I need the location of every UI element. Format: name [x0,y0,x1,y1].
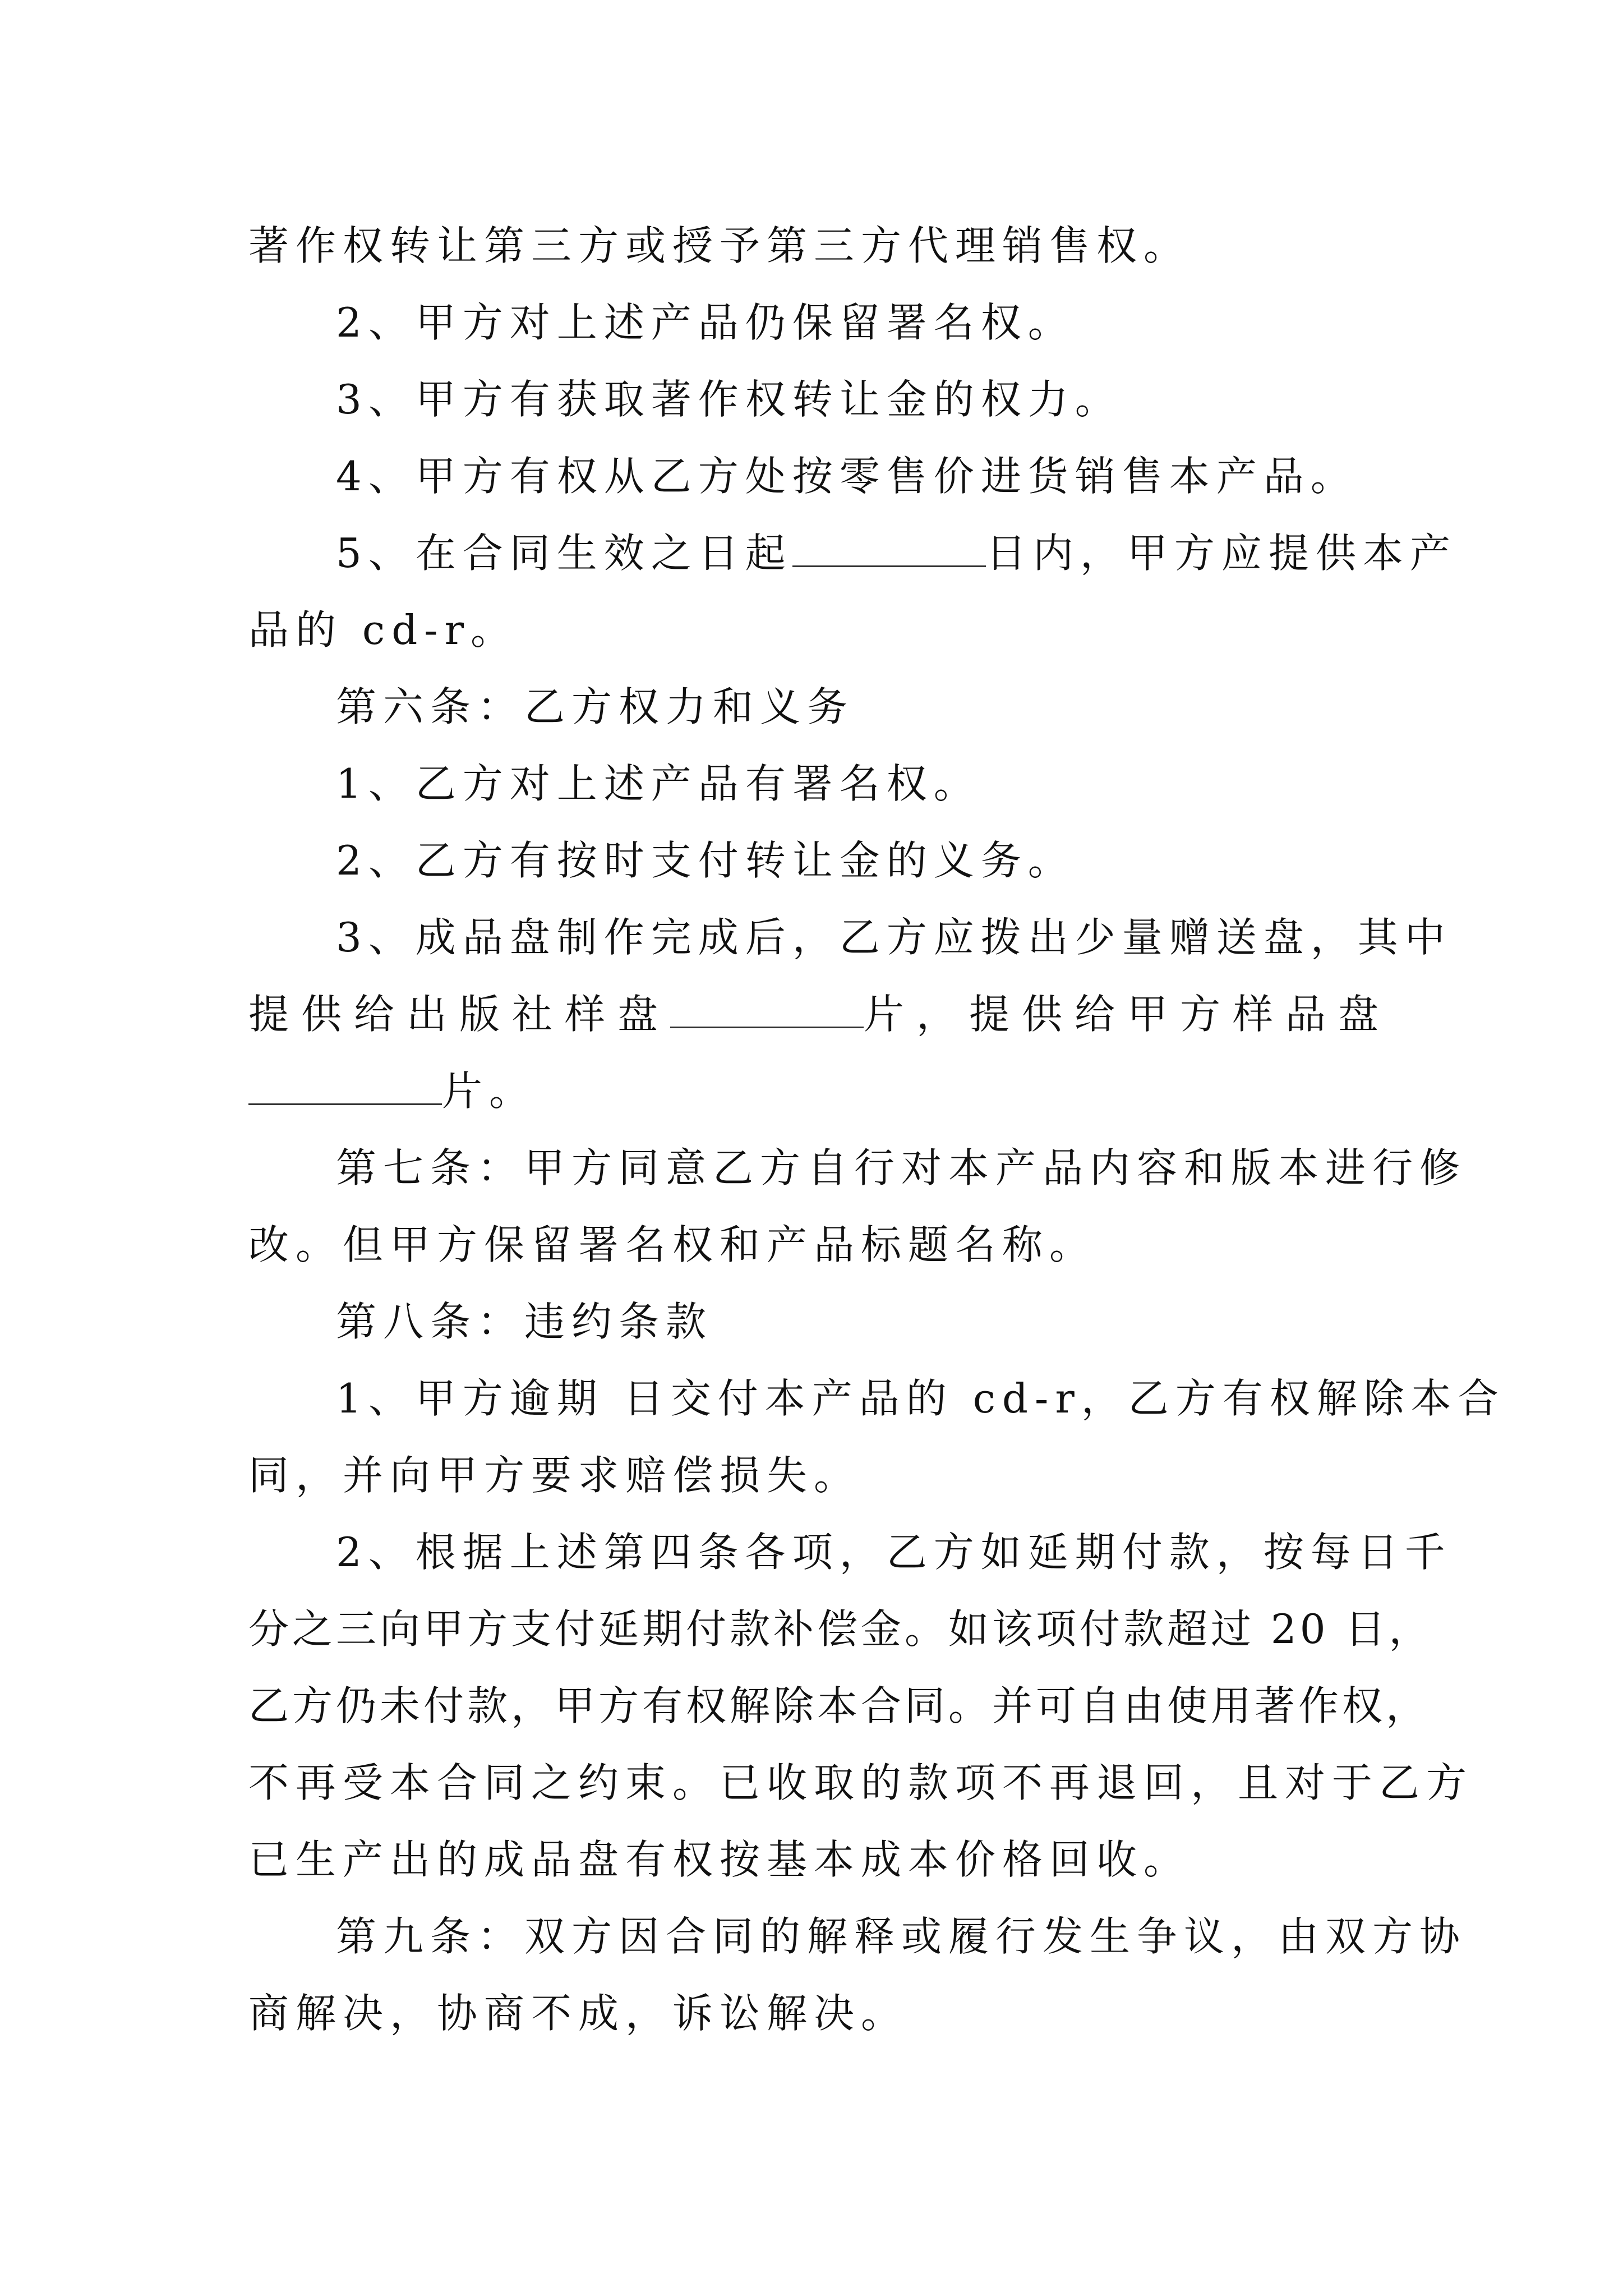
fill-in-blank[interactable] [670,993,864,1028]
paragraph-line: 第九条：双方因合同的解释或履行发生争议，由双方协 [336,1913,1467,1960]
clause-text: 片。 [442,1068,537,1115]
paragraph-line: 3、甲方有获取著作权转让金的权力。 [336,376,1122,423]
clause-text: 5、在合同生效之日起 [336,530,792,577]
paragraph-line: 分之三向甲方支付延期付款补偿金。如该项付款超过 20 日， [248,1605,1433,1653]
paragraph-line [248,515,1457,592]
paragraph-line: 2、根据上述第四条各项，乙方如延期付款，按每日千 [336,1529,1452,1576]
clause-text: 片，提供给甲方样品盘 [864,991,1391,1038]
paragraph-line: 1、甲方逾期 日交付本产品的 cd-r，乙方有权解除本合 [336,1375,1505,1422]
paragraph-line: 2、乙方有按时支付转让金的义务。 [336,837,1075,884]
clause-text: 提供给出版社样盘 [248,991,671,1038]
paragraph-line: 第七条：甲方同意乙方自行对本产品内容和版本进行修 [336,1144,1467,1191]
paragraph-line: 1、乙方对上述产品有署名权。 [336,760,981,807]
paragraph-line: 品的 cd-r。 [248,606,518,654]
clause-text: 日内，甲方应提供本产 [985,530,1457,577]
paragraph-line: 已生产出的成品盘有权按基本成本价格回收。 [248,1836,1191,1883]
fill-in-blank[interactable] [248,1070,442,1105]
section-heading: 第六条：乙方权力和义务 [336,683,855,730]
paragraph-line [248,976,1391,1053]
paragraph-line: 商解决，协商不成，诉讼解决。 [248,1990,909,2037]
fill-in-blank[interactable] [792,532,986,567]
section-heading: 第八条：违约条款 [336,1298,713,1345]
paragraph-line [248,1053,1377,1130]
paragraph-line: 2、甲方对上述产品仍保留署名权。 [336,299,1075,346]
paragraph-line: 不再受本合同之约束。已收取的款项不再退回，且对于乙方 [248,1759,1474,1806]
paragraph-line: 乙方仍未付款，甲方有权解除本合同。并可自由使用著作权， [248,1682,1430,1729]
paragraph-line: 同，并向甲方要求赔偿损失。 [248,1452,861,1499]
paragraph-line: 著作权转让第三方或授予第三方代理销售权。 [248,222,1191,269]
paragraph-line: 3、成品盘制作完成后，乙方应拨出少量赠送盘，其中 [336,914,1452,961]
paragraph-line: 4、甲方有权从乙方处按零售价进货销售本产品。 [336,453,1358,500]
paragraph-line: 改。但甲方保留署名权和产品标题名称。 [248,1221,1097,1268]
document-body [248,208,1505,2052]
